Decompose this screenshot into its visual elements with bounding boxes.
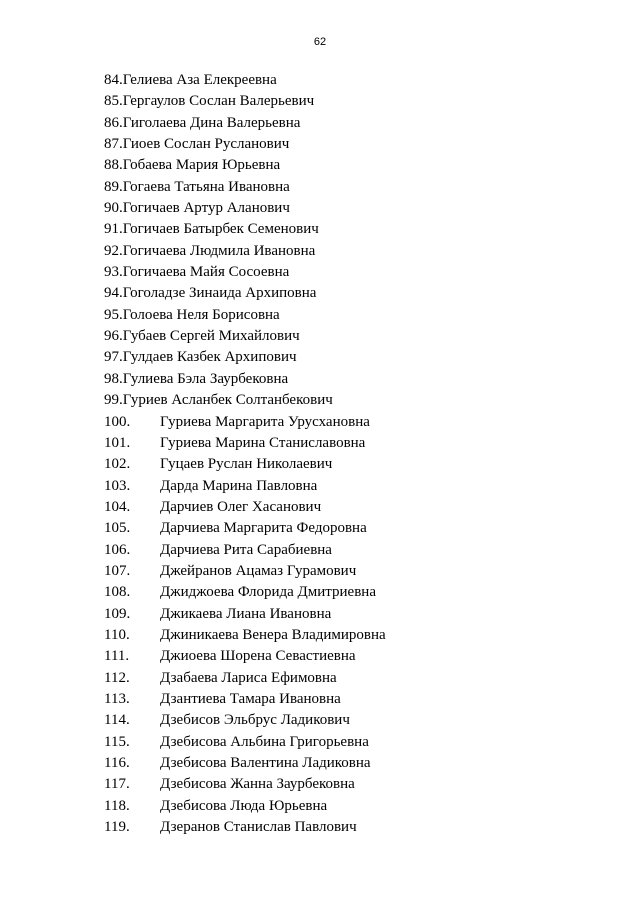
item-name: Джиоева Шорена Севастиевна — [160, 648, 356, 665]
list-item — [104, 91, 604, 112]
item-number: 88. — [104, 157, 123, 174]
item-name: Гуцаев Руслан Николаевич — [160, 456, 333, 473]
item-number: 108. — [104, 584, 131, 601]
item-name: Губаев Сергей Михайлович — [122, 328, 300, 345]
list-item — [104, 283, 604, 304]
list-item — [104, 497, 604, 518]
item-name: Гогичаева Майя Сосоевна — [122, 264, 290, 281]
item-number: 87. — [104, 136, 123, 153]
list-item — [104, 646, 604, 667]
item-number: 86. — [104, 114, 123, 131]
list-item — [104, 262, 604, 283]
item-number: 112. — [104, 669, 130, 686]
list-item — [104, 625, 604, 646]
item-name: Джиникаева Венера Владимировна — [160, 626, 386, 643]
item-number: 110. — [104, 626, 130, 643]
item-name: Дзебисов Эльбрус Ладикович — [160, 712, 350, 729]
item-name: Дзабаева Лариса Ефимовна — [160, 669, 337, 686]
list-item — [104, 604, 604, 625]
item-name: Гиголаева Дина Валерьевна — [122, 114, 301, 131]
list-item — [104, 219, 604, 240]
item-number: 99. — [104, 392, 123, 409]
list-item — [104, 774, 604, 795]
item-name: Дзебисова Валентина Ладиковна — [160, 755, 371, 771]
list-item — [104, 561, 604, 582]
item-number: 98. — [104, 370, 123, 387]
item-number: 93. — [104, 264, 123, 281]
list-item — [104, 518, 604, 539]
item-name: Гелиева Аза Елекреевна — [122, 72, 277, 88]
item-number: 105. — [104, 520, 131, 537]
list-item — [104, 155, 604, 176]
item-number: 106. — [104, 541, 131, 558]
list-item — [104, 305, 604, 326]
item-number: 102. — [104, 456, 131, 473]
item-number: 109. — [104, 605, 131, 622]
list-item — [104, 540, 604, 561]
list-item — [104, 113, 604, 134]
item-name: Дзебисова Альбина Григорьевна — [160, 733, 369, 750]
item-name: Гуриева Маргарита Урусхановна — [160, 413, 370, 430]
list-item — [104, 390, 604, 411]
item-name: Дарчиев Олег Хасанович — [160, 498, 322, 515]
list-item — [104, 476, 604, 497]
list-item — [104, 198, 604, 219]
item-number: 84. — [104, 72, 123, 88]
item-name: Гогичаев Артур Аланович — [122, 200, 290, 217]
item-name: Дзантиева Тамара Ивановна — [160, 690, 341, 707]
item-number: 96. — [104, 328, 123, 345]
item-name: Джиджоева Флорида Дмитриевна — [160, 584, 376, 601]
item-name: Голоева Неля Борисовна — [122, 306, 280, 323]
item-number: 118. — [104, 797, 130, 814]
list-item — [104, 433, 604, 454]
item-name: Гогичаева Людмила Ивановна — [122, 242, 316, 259]
item-number: 94. — [104, 285, 123, 302]
list-item — [104, 241, 604, 262]
list-item — [104, 582, 604, 603]
list-item — [104, 134, 604, 155]
item-name: Гулдаев Казбек Архипович — [122, 349, 297, 366]
item-name: Дарчиева Рита Сарабиевна — [160, 541, 332, 558]
item-number: 114. — [104, 712, 130, 729]
item-number: 115. — [104, 733, 130, 750]
item-number: 119. — [104, 819, 130, 836]
item-number: 100. — [104, 413, 131, 430]
list-item — [104, 817, 604, 838]
item-name: Дарчиева Маргарита Федоровна — [160, 520, 367, 537]
list-item — [104, 710, 604, 731]
list-item — [104, 347, 604, 368]
item-number: 104. — [104, 498, 131, 515]
item-number: 91. — [104, 221, 123, 238]
name-list — [104, 70, 604, 838]
item-name: Гулиева Бэла Заурбековна — [122, 370, 289, 387]
item-number: 89. — [104, 178, 123, 195]
list-item — [104, 369, 604, 390]
item-name: Джикаева Лиана Ивановна — [160, 605, 332, 622]
item-number: 92. — [104, 242, 123, 259]
list-item — [104, 668, 604, 689]
item-name: Гуриева Марина Станиславовна — [160, 434, 366, 451]
item-number: 103. — [104, 477, 131, 494]
item-number: 97. — [104, 349, 123, 366]
page-number: 62 — [313, 36, 327, 48]
item-number: 117. — [104, 776, 130, 793]
item-number: 90. — [104, 200, 123, 217]
list-item — [104, 732, 604, 753]
item-name: Дарда Марина Павловна — [160, 477, 318, 494]
item-number: 113. — [104, 690, 130, 707]
item-name: Гогичаев Батырбек Семенович — [122, 221, 319, 238]
list-item — [104, 412, 604, 433]
item-number: 107. — [104, 562, 131, 579]
list-item — [104, 326, 604, 347]
item-name: Гуриев Асланбек Солтанбекович — [122, 392, 333, 409]
item-number: 111. — [104, 648, 130, 665]
list-item — [104, 177, 604, 198]
item-name: Джейранов Ацамаз Гурамович — [160, 562, 357, 579]
item-number: 101. — [104, 434, 131, 451]
list-item — [104, 796, 604, 817]
item-name: Дзеранов Станислав Павлович — [160, 819, 357, 836]
list-item — [104, 454, 604, 475]
item-name: Гобаева Мария Юрьевна — [122, 157, 281, 174]
item-name: Гергаулов Сослан Валерьевич — [122, 93, 315, 110]
item-name: Гиоев Сослан Русланович — [122, 136, 290, 153]
item-name: Гогаева Татьяна Ивановна — [122, 178, 290, 195]
item-number: 116. — [104, 755, 130, 771]
item-number: 85. — [104, 93, 123, 110]
item-name: Дзебисова Люда Юрьевна — [160, 797, 328, 814]
item-name: Дзебисова Жанна Заурбековна — [160, 776, 355, 793]
list-item — [104, 689, 604, 710]
item-name: Гоголадзе Зинаида Архиповна — [122, 285, 317, 302]
item-number: 95. — [104, 306, 123, 323]
list-item — [104, 753, 604, 774]
list-item — [104, 70, 604, 91]
